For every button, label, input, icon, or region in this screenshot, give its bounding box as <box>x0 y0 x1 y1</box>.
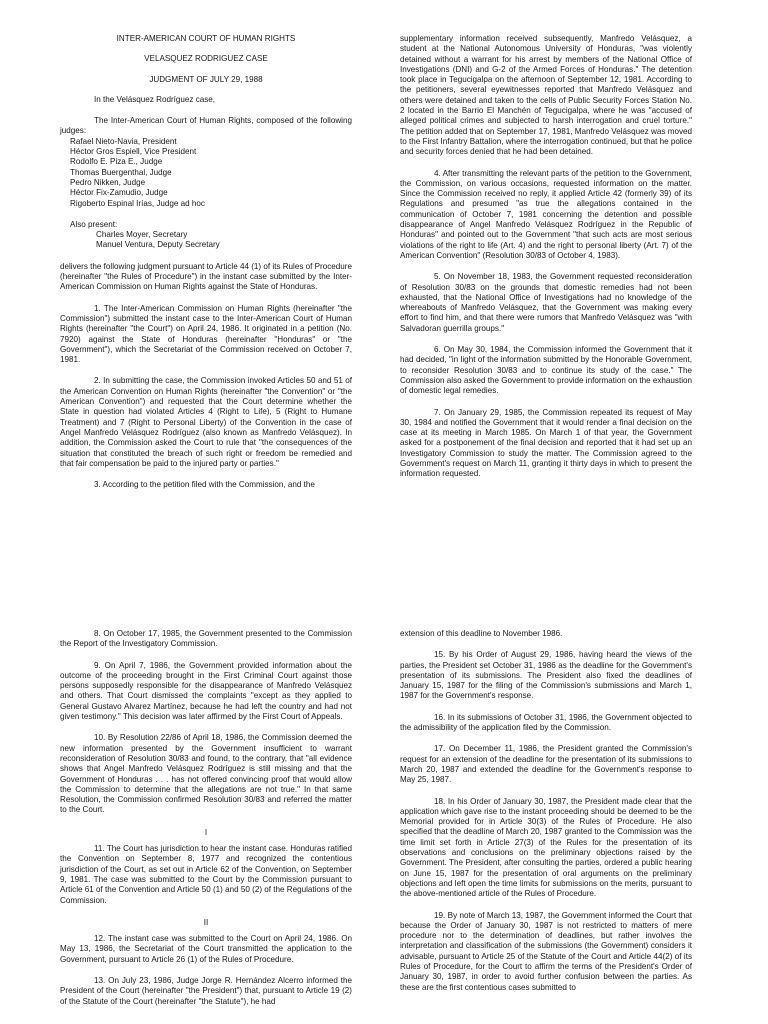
composed-line: The Inter-American Court of Human Rights, composed of the following judges: <box>60 116 352 136</box>
paragraph-17: 17. On December 11, 1986, the President granted the Commission's request for an extension of the deadline for the presentation of its submissions to March 20, 1987 and extended the deadline for the Government's response to May 25, 1987. <box>400 744 692 785</box>
judge-item: Thomas Buergenthal, Judge <box>70 167 172 177</box>
judge-item: Rigoberto Espinal Irías, Judge ad hoc <box>70 198 205 208</box>
paragraph-4: 4. After transmitting the relevant parts of the petition to the Government, the Commission, on various occasions, requested information on the matter. Since the Commission received no reply, it applied Article 42 (formerly 39) of its Regulations and presumed "as true the allegations contained in the communication of October 7, 1981 concerning the detention and possible disappearance of Angel Manfredo Velásquez Rodríguez in the Republic of Honduras" and pointed out to the Government "that such acts are most serious violations of the right to life (Art. 4) and the right to personal liberty (Art. 7) of the American Convention" (Resolution 30/83 of October 4, 1983). <box>400 168 692 260</box>
judge-item: Pedro Nikken, Judge <box>70 177 146 187</box>
case-title: VELASQUEZ RODRIGUEZ CASE <box>144 54 268 64</box>
paragraph-5: 5. On November 18, 1983, the Government requested reconsideration of Resolution 30/83 on the grounds that domestic remedies had not been exhausted, that the National Office of Investigations had no knowledge of the whereabouts of Manfredo Velásquez, that the Government was making every effort to find him, and that there were rumors that Manfredo Velásquez was "with Salvadoran guerrilla groups." <box>400 272 692 333</box>
page-bottom <box>0 612 768 1024</box>
paragraph-13: 13. On July 23, 1986, Judge Jorge R. Hernández Alcerro informed the President of the Court (hereinafter "the President") that, pursuant to Article 19 (2) of the Statute of the Court (hereinafter "the Statute"), he had <box>60 976 352 1006</box>
paragraph-11: 11. The Court has jurisdiction to hear the instant case. Honduras ratified the Convention on September 8, 1977 and recognized the contentious jurisdiction of the Court, as set out in Article 62 of the Convention, on September 9, 1981. The case was submitted to the Court by the Commission pursuant to Article 61 of the Convention and Article 50 (1) and 50 (2) of the Regulations of the Commission. <box>60 844 353 905</box>
judge-item: Rodolfo E. Piza E., Judge <box>70 157 163 167</box>
paragraph-3: 3. According to the petition filed with the Commission, and the <box>94 480 315 490</box>
judge-list <box>60 137 352 209</box>
intro-line: In the Velásquez Rodríguez case, <box>94 94 216 104</box>
column-right-bottom <box>400 629 692 1004</box>
paragraph-9: 9. On April 7, 1986, the Government provided information about the outcome of the proceeding brought in the First Criminal Court against those persons supposedly responsible for the disappearance of Manfredo Velásquez and others. That Court dismissed the complaints "except as they applied to General Gustavo Alvarez Martínez, because he had left the country and had not given testimony." This decision was later affirmed by the First Court of Appeals. <box>60 660 352 722</box>
paragraph-15: 15. By his Order of August 29, 1986, having heard the views of the parties, the President set October 31, 1986 as the deadline for the Government's presentation of its submissions. The President also fixed the deadlines of January 15, 1987 for the filing of the Commission's submissions and March 1, 1987 for the Government's response. <box>400 650 692 701</box>
paragraph-18: 18. In his Order of January 30, 1987, the President made clear that the application which gave rise to the instant proceeding should be deemed to be the Memorial provided for in Article 30(3) of the Rules of Procedure. He also specified that the deadline of March 20, 1987 granted to the Commission was the time limit set forth in Article 27(3) of the Rules for the presentation of its observations and conclusions on the preliminary objections raised by the Government. The President, after consulting the parties, ordered a public hearing on June 15, 1987 for the presentation of oral arguments on the preliminary objections and left open the time limits for submissions on the merits, pursuant to the above-mentioned article of the Rules of Procedure. <box>400 796 692 899</box>
paragraph-8: 8. On October 17, 1985, the Government presented to the Commission the Report of the Investigatory Commission. <box>60 629 352 649</box>
paragraph-10: 10. By Resolution 22/86 of April 18, 1986, the Commission deemed the new information presented by the Government insufficient to warrant reconsideration of Resolution 30/83 and found, to the contrary, that "all evidence shows that Angel Manfredo Velásquez Rodríguez is still missing and that the Government of Honduras . . . has not offered convincing proof that would allow the Commission to determine that the allegations are not true." In that same Resolution, the Commission confirmed Resolution 30/83 and referred the matter to the Court. <box>60 733 352 815</box>
judge-item: Rafael Nieto-Navia, President <box>70 136 177 146</box>
also-present-label: Also present: <box>70 219 118 229</box>
paragraph-7: 7. On January 29, 1985, the Commission repeated its request of May 30, 1984 and notified the Government that it would render a final decision on the case at its meeting in March 1985. On March 1 of that year, the Government asked for a postponement of the final decision and reported that it had set up an Investigatory Commission to study the matter. The Commission agreed to the Government's request on March 11, granting it thirty days in which to present the information requested. <box>400 407 692 479</box>
paragraph-12: 12. The instant case was submitted to the Court on April 24, 1986. On May 13, 1986, the Secretariat of the Court transmitted the application to the Government, pursuant to Article 26 (1) of the Rules of Procedure. <box>60 934 352 964</box>
column-left-top <box>60 34 352 501</box>
paragraph-6: 6. On May 30, 1984, the Commission informed the Government that it had decided, "in light of the information submitted by the Honorable Government, to reconsider Resolution 30/83 and to continue its study of the case." The Commission also asked the Government to provide information on the exhaustion of domestic legal remedies. <box>400 345 692 396</box>
present-item: Manuel Ventura, Deputy Secretary <box>96 240 220 250</box>
judgment-date: JUDGMENT OF JULY 29, 1988 <box>149 74 263 84</box>
paragraph-1: 1. The Inter-American Commission on Human Rights (hereinafter "the Commission") submitted the instant case to the Inter-American Court of Human Rights (hereinafter "the Court") on April 24, 1986. It originated in a petition (No. 7920) against the State of Honduras (hereinafter "Honduras" or "the Government"), which the Secretariat of the Commission received on October 7, 1981. <box>60 303 352 365</box>
paragraph-3-continued: supplementary information received subsequently, Manfredo Velásquez, a student at the National Autonomous University of Honduras, "was violently detained without a warrant for his arrest by members of the National Office of Investigations (DNI) and G-2 of the Armed Forces of Honduras." The detention took place in Tegucigalpa on the afternoon of September 12, 1981. According to the petitioners, several eyewitnesses reported that Manfredo Velásquez and others were detained and taken to the cells of Public Security Forces Station No. 2 located in the Barrio El Manchén of Tegucigalpa, where he was "accused of alleged political crimes and subjected to harsh interrogation and cruel torture." The petition added that on September 17, 1981, Manfredo Velásquez was moved to the First Infantry Battalion, where the interrogation continued, but that he police and security forces denied that he had been detained. <box>400 34 692 157</box>
judge-item: Héctor Gros Espiell, Vice President <box>70 147 197 157</box>
section-heading-i: I <box>204 827 208 837</box>
paragraph-16: 16. In its submissions of October 31, 1986, the Government objected to the admissibility of the application filed by the Commission. <box>400 712 692 733</box>
judge-item: Héctor Fix-Zamudio, Judge <box>70 188 168 198</box>
column-left-bottom <box>60 629 352 1018</box>
also-present-list <box>60 220 352 251</box>
section-heading-ii: II <box>203 917 209 927</box>
delivers-paragraph: delivers the following judgment pursuant to Article 44 (1) of its Rules of Procedure (hereinafter "the Rules of Procedure") in the instant case submitted by the Inter-American Commission on Human Rights against the State of Honduras. <box>60 261 352 292</box>
court-title: INTER-AMERICAN COURT OF HUMAN RIGHTS <box>116 34 296 43</box>
column-right-top <box>400 34 692 491</box>
paragraph-19: 19. By note of March 13, 1987, the Government informed the Court that because the Order of January 30, 1987 is not restricted to matters of mere procedure nor to the determination of deadlines, but rather involves the interpretation and classification of the submissions (the Government) considers it advisable, pursuant to Article 25 of the Statute of the Court and Article 44(2) of its Rules of Procedure, for the Court to affirm the terms of the President's Order of January 30, 1987, in order to avoid further confusion between the parties. As these are the first contentious cases submitted to <box>400 910 692 992</box>
paragraph-2: 2. In submitting the case, the Commission invoked Articles 50 and 51 of the American Convention on Human Rights (hereinafter "the Convention" or "the American Convention") and requested that the Court determine whether the State in question had violated Articles 4 (Right to Life), 5 (Right to Humane Treatment) and 7 (Right to Personal Liberty) of the Convention in the case of Angel Manfredo Velásquez Rodríguez (also known as Manfredo Velásquez). In addition, the Commission asked the Court to rule that "the consequences of the situation that constituted the breach of such right or freedom be remedied and that fair compensation be paid to the injured party or parties." <box>60 376 352 468</box>
paragraph-14-continued: extension of this deadline to November 1986. <box>400 629 563 638</box>
present-item: Charles Moyer, Secretary <box>96 230 188 240</box>
